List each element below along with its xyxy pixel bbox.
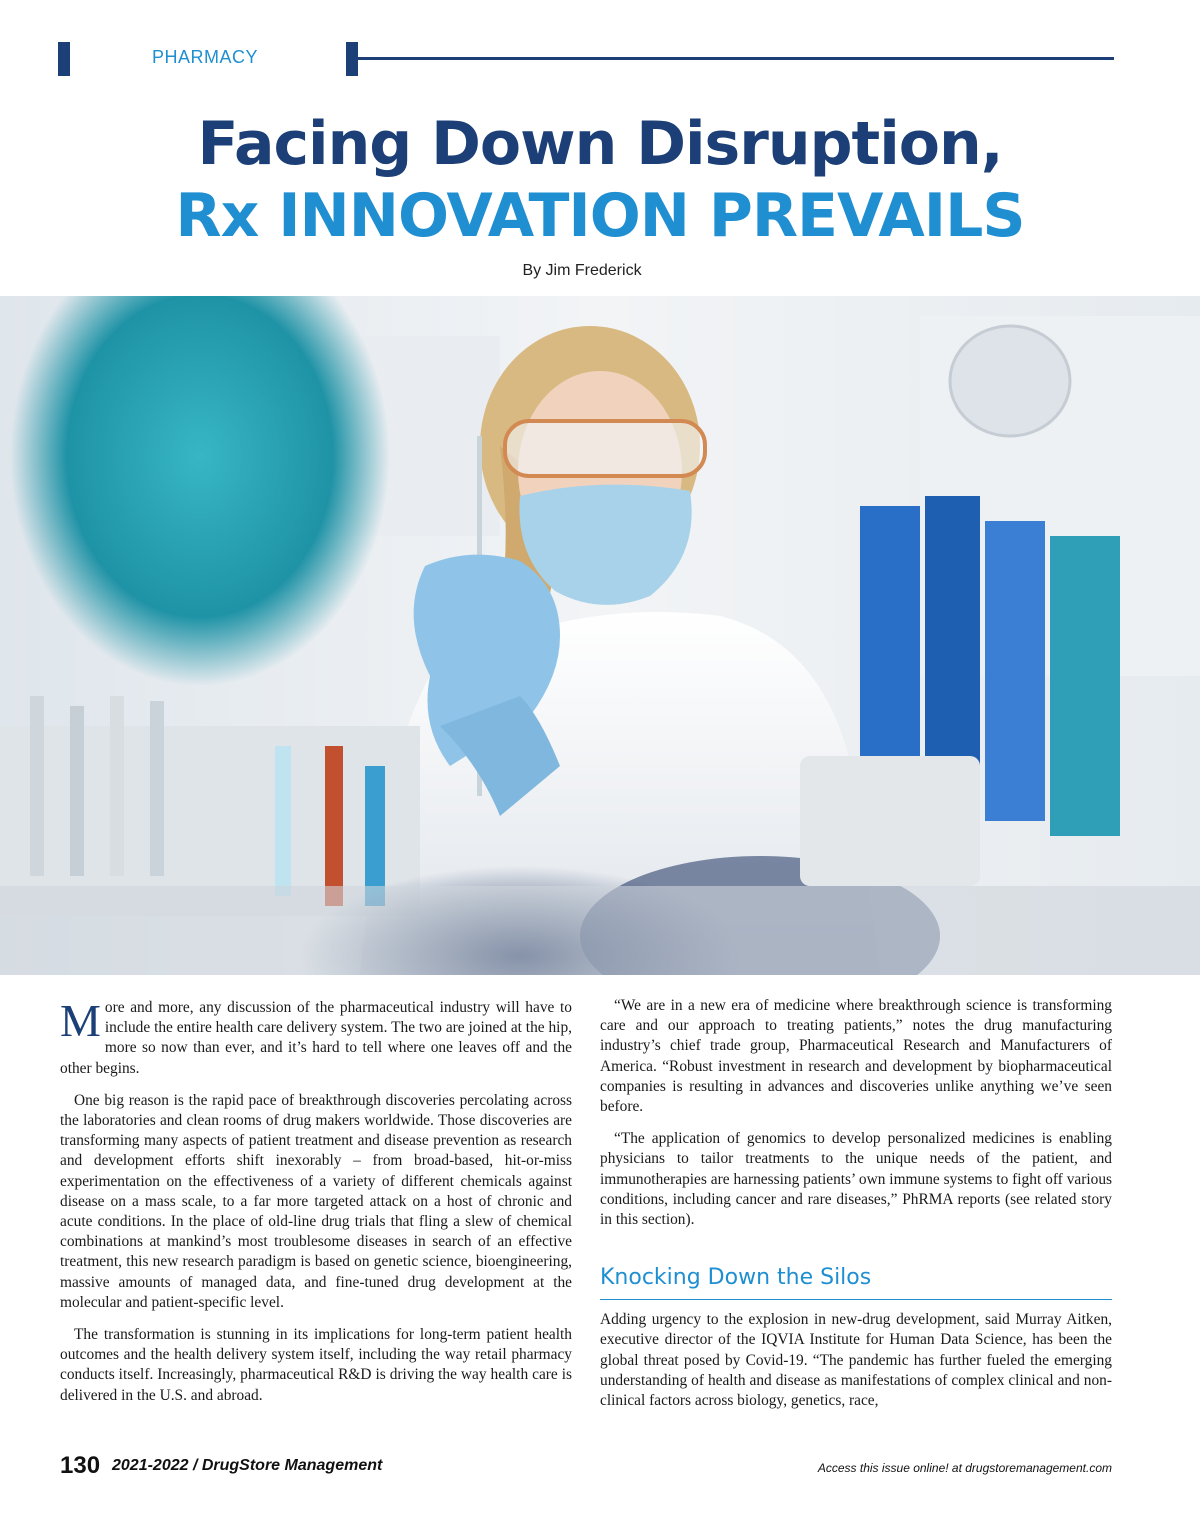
binder-4 xyxy=(1050,536,1120,836)
publication-name: 2021-2022 / DrugStore Management xyxy=(112,1457,383,1474)
section-rule xyxy=(358,57,1114,60)
paragraph-1 xyxy=(60,995,572,1079)
paragraph-1-text: ore and more, any discussion of the pharmaceutical industry will have to include the entire health care delivery system. The two are joined at the hip, more so now than ever, and it’s hard to tell where one leaves off and the other begins. xyxy=(60,999,572,1077)
binder-3 xyxy=(985,521,1045,821)
headline-line1: Facing Down Disruption, xyxy=(197,109,1003,179)
drop-cap: M xyxy=(60,995,101,1046)
headline xyxy=(0,108,1200,252)
page-number: 130 xyxy=(60,1452,101,1479)
paragraph-2: One big reason is the rapid pace of breakthrough discoveries percolating across the laboratories and clean rooms of drug makers worldwide. Those discoveries are transforming many aspects of patient treatment and disease prevention as research and development efforts shift inexorably – from broad-based, hit-or-miss experimentation on the effectiveness of a variety of different chemicals against disease on a mass scale, to a far more targeted attack on a host of chronic and acute conditions. In the place of old-line drug trials that fling a slew of chemical combinations at mankind’s most troublesome diseases in search of an effective treatment, this new research paradigm is based on genetic science, bioengineering, massive amounts of managed data, and fine-tuned drug development at the molecular and patient-specific level. xyxy=(60,1091,572,1311)
section-label: PHARMACY xyxy=(152,47,259,67)
paragraph-5: “The application of genomics to develop personalized medicines is enabling physicians to tailor treatments to the unique needs of the patient, and immunotherapies are harnessing patients’ own immune systems to fight off various conditions, including cancer and rare diseases,” PhRMA reports (see related story in this section). xyxy=(600,1130,1112,1229)
column-right xyxy=(600,996,1112,1423)
lab-scene-illustration xyxy=(0,296,1200,975)
section-bar-left xyxy=(58,42,70,76)
subheading: Knocking Down the Silos xyxy=(600,1264,1112,1300)
column-left xyxy=(60,995,572,1418)
section-bar-right xyxy=(346,42,358,76)
byline: By Jim Frederick xyxy=(522,262,642,279)
online-access-note: Access this issue online! at drugstoremanagement.com xyxy=(817,1461,1112,1475)
paragraph-4: “We are in a new era of medicine where breakthrough science is transforming care and our approach to treating patients,” notes the drug manufacturing industry’s chief trade group, Pharmaceutical Research and Manufacturers of America. “Robust investment in research and development by biopharmaceutical companies is resulting in advances and discoveries unlike anything we’ve seen before. xyxy=(600,997,1112,1116)
headline-line2: Rx INNOVATION PREVAILS xyxy=(175,181,1025,251)
paragraph-6: Adding urgency to the explosion in new-drug development, said Murray Aitken, executive director of the IQVIA Institute for Human Data Science, has been the global threat posed by Covid-19. “The pandemic has further fueled the emerging understanding of health and disease as manifestations of complex clinical and non-clinical factors across biology, genetics, race, xyxy=(600,1311,1112,1410)
hero-photo xyxy=(0,296,1200,975)
paragraph-3: The transformation is stunning in its implications for long-term patient health outcomes and the health delivery system itself, including the way retail pharmacy conducts itself. Increasingly, pharmaceutical R&D is driving the way health care is delivered in the U.S. and abroad. xyxy=(60,1326,572,1404)
